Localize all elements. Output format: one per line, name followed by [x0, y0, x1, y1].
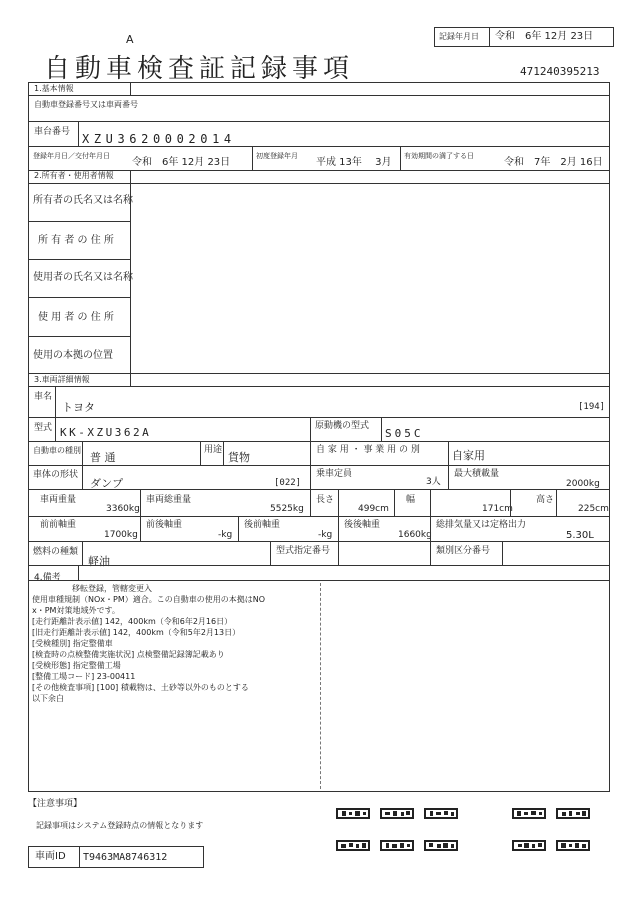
engine-model-value: S05C	[385, 427, 424, 440]
model-value: KK-XZU362A	[60, 426, 152, 439]
notice-heading: 【注意事項】	[28, 799, 83, 809]
expiry-date-label: 有効期間の満了する日	[404, 152, 474, 160]
barcode-group	[336, 808, 596, 860]
document-number: 471240395213	[520, 65, 600, 78]
barcode-icon	[424, 808, 458, 819]
notice-text: 記録事項はシステム登録時点の情報となります	[36, 821, 204, 830]
remarks-line: [その他検査事項] [100] 積載物は、土砂等以外のものとする	[32, 683, 249, 692]
maker-label: 車名	[34, 392, 53, 402]
barcode-icon	[512, 808, 546, 819]
width-value: 171cm	[482, 504, 513, 514]
remarks-line: [走行距離計表示値] 142，400km（令和6年2月16日）	[32, 617, 233, 626]
owner-address-label: 所 有 者 の 住 所	[38, 235, 114, 246]
purpose-label: 自 家 用 ・ 事 業 用 の 別	[316, 445, 420, 455]
category-number-label: 類別区分番号	[436, 546, 491, 556]
record-date-label: 記録年月日	[439, 32, 479, 41]
registration-number-label: 自動車登録番号又は車両番号	[34, 100, 138, 109]
max-load-label: 最大積載量	[454, 469, 500, 479]
front-rear-axle-value: -kg	[218, 530, 233, 540]
use-value: 貨物	[228, 451, 250, 464]
record-date-box	[434, 27, 614, 47]
record-date-value: 令和 6年 12月 23日	[495, 31, 594, 42]
rear-front-axle-value: -kg	[318, 530, 333, 540]
first-registration-label: 初度登録年月	[256, 152, 298, 160]
remarks-line: [検査時の点検整備実施状況] 点検整備記録簿記載あり	[32, 650, 225, 659]
front-front-axle-value: 1700kg	[104, 530, 138, 540]
barcode-icon	[424, 840, 458, 851]
type-designation-label: 型式指定番号	[276, 546, 331, 556]
first-registration-value: 平成 13年 3月	[316, 157, 392, 168]
barcode-icon	[556, 840, 590, 851]
barcode-icon	[556, 808, 590, 819]
vehicle-kind-value: 普 通	[90, 451, 116, 464]
front-rear-axle-label: 前後軸重	[146, 520, 183, 530]
height-label: 高さ	[536, 495, 555, 505]
body-shape-label: 車体の形状	[33, 470, 79, 480]
model-label: 型式	[34, 423, 53, 433]
chassis-number-value: XZU3620002014	[82, 132, 236, 146]
length-label: 長さ	[316, 495, 335, 505]
vehicle-id-value: T9463MA8746312	[83, 852, 168, 863]
maker-code: [194]	[578, 402, 606, 412]
base-location-label: 使用の本拠の位置	[33, 350, 113, 361]
height-value: 225cm	[578, 504, 609, 514]
section-3-heading: 3.車両詳細情報	[34, 375, 90, 384]
displacement-value: 5.30L	[566, 530, 594, 541]
registration-date-value: 令和 6年 12月 23日	[132, 157, 231, 168]
fuel-type-value: 軽油	[88, 555, 110, 568]
user-address-label: 使 用 者 の 住 所	[38, 312, 114, 323]
remarks-line: 移転登録，管轄変更入	[32, 584, 152, 593]
body-shape-code: [022]	[274, 478, 302, 488]
remarks-line: 以下余白	[32, 694, 64, 703]
gross-weight-label: 車両総重量	[146, 495, 192, 505]
registration-date-label: 登録年月日／交付年月日	[33, 152, 110, 160]
capacity-label: 乗車定員	[316, 469, 353, 479]
section-4-heading: 4.備考	[34, 573, 61, 583]
barcode-icon	[512, 840, 546, 851]
expiry-date-value: 令和 7年 2月 16日	[504, 157, 603, 168]
barcode-icon	[380, 808, 414, 819]
width-label: 幅	[406, 495, 416, 505]
vehicle-id-label: 車両ID	[35, 851, 66, 862]
remarks-line: 使用車種規制（NOx・PM）適合。この自動車の使用の本拠はNO	[32, 595, 266, 604]
remarks-line: [整備工場コード] 23-00411	[32, 672, 136, 681]
rear-front-axle-label: 後前軸重	[244, 520, 281, 530]
owner-name-label: 所有者の氏名又は名称	[33, 195, 133, 206]
barcode-icon	[380, 840, 414, 851]
section-1-heading: 1.基本情報	[34, 84, 74, 93]
remarks-line: [受検形態] 指定整備工場	[32, 661, 121, 670]
rear-rear-axle-label: 後後軸重	[344, 520, 381, 530]
barcode-icon	[336, 808, 370, 819]
remarks-line: [受検種別] 指定整備車	[32, 639, 113, 648]
barcode-icon	[336, 840, 370, 851]
displacement-label: 総排気量又は定格出力	[436, 520, 527, 530]
vehicle-kind-label: 自動車の種別	[33, 446, 81, 455]
purpose-value: 自家用	[452, 449, 485, 462]
body-shape-value: ダンプ	[90, 477, 124, 490]
remarks-line: [旧走行距離計表示値] 142，400km（令和5年2月13日）	[32, 628, 241, 637]
document-title: 自動車検査証記録事項	[44, 54, 355, 84]
maker-value: トヨタ	[62, 401, 95, 414]
fuel-type-label: 燃料の種類	[33, 547, 79, 557]
page-mark: A	[126, 33, 134, 46]
rear-rear-axle-value: 1660kg	[398, 530, 432, 540]
user-name-label: 使用者の氏名又は名称	[33, 272, 133, 283]
use-label: 用途	[204, 445, 223, 455]
gross-weight-value: 5525kg	[270, 504, 304, 514]
remarks-divider	[320, 583, 321, 789]
weight-value: 3360kg	[106, 504, 140, 514]
section-2-heading: 2.所有者・使用者情報	[34, 171, 114, 180]
capacity-value: 3人	[426, 477, 441, 487]
engine-model-label: 原動機の型式	[315, 421, 370, 431]
remarks-line: x・PM対策地域外です。	[32, 606, 120, 615]
front-front-axle-label: 前前軸重	[40, 520, 77, 530]
max-load-value: 2000kg	[566, 479, 600, 489]
chassis-number-label: 車台番号	[34, 127, 71, 137]
length-value: 499cm	[358, 504, 389, 514]
weight-label: 車両重量	[40, 495, 77, 505]
vehicle-id-box	[28, 846, 204, 868]
